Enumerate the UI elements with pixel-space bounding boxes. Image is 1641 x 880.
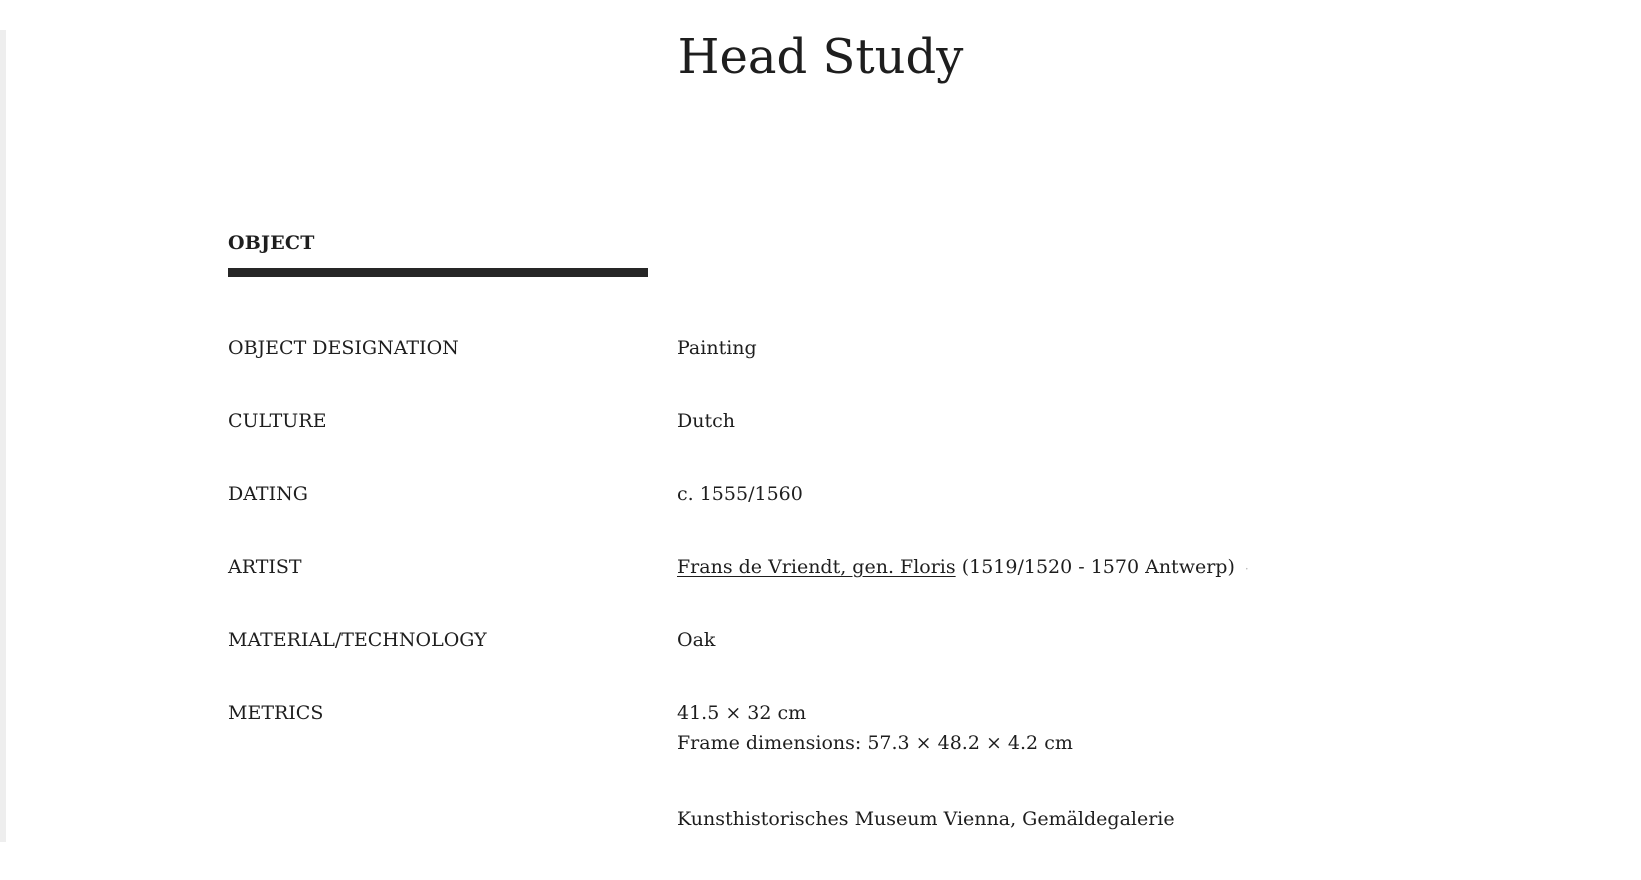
dating-label: DATING bbox=[228, 483, 308, 505]
object-designation-value: Painting bbox=[677, 337, 757, 359]
culture-label: CULTURE bbox=[228, 410, 327, 432]
page-edge bbox=[0, 30, 6, 842]
collection-value: Kunsthistorisches Museum Vienna, Gemäldegalerie bbox=[677, 808, 1175, 830]
material-technology-value: Oak bbox=[677, 629, 716, 651]
artist-label: ARTIST bbox=[228, 556, 302, 578]
artist-lifespan: (1519/1520 - 1570 Antwerp) bbox=[961, 556, 1235, 578]
page-title: Head Study bbox=[677, 29, 964, 85]
metrics-value bbox=[677, 698, 1073, 758]
artist-trailing-dot: · bbox=[1244, 562, 1249, 576]
culture-value: Dutch bbox=[677, 410, 735, 432]
material-technology-label: MATERIAL/TECHNOLOGY bbox=[228, 629, 487, 651]
dating-value: c. 1555/1560 bbox=[677, 483, 803, 505]
metrics-dimensions: 41.5 × 32 cm bbox=[677, 702, 807, 724]
metrics-label: METRICS bbox=[228, 702, 324, 724]
artist-value bbox=[677, 554, 1249, 582]
section-header: OBJECT bbox=[228, 232, 315, 254]
metrics-frame-dimensions: Frame dimensions: 57.3 × 48.2 × 4.2 cm bbox=[677, 732, 1073, 754]
section-divider bbox=[228, 268, 648, 277]
object-designation-label: OBJECT DESIGNATION bbox=[228, 337, 459, 359]
artist-link[interactable]: Frans de Vriendt, gen. Floris bbox=[677, 556, 956, 578]
